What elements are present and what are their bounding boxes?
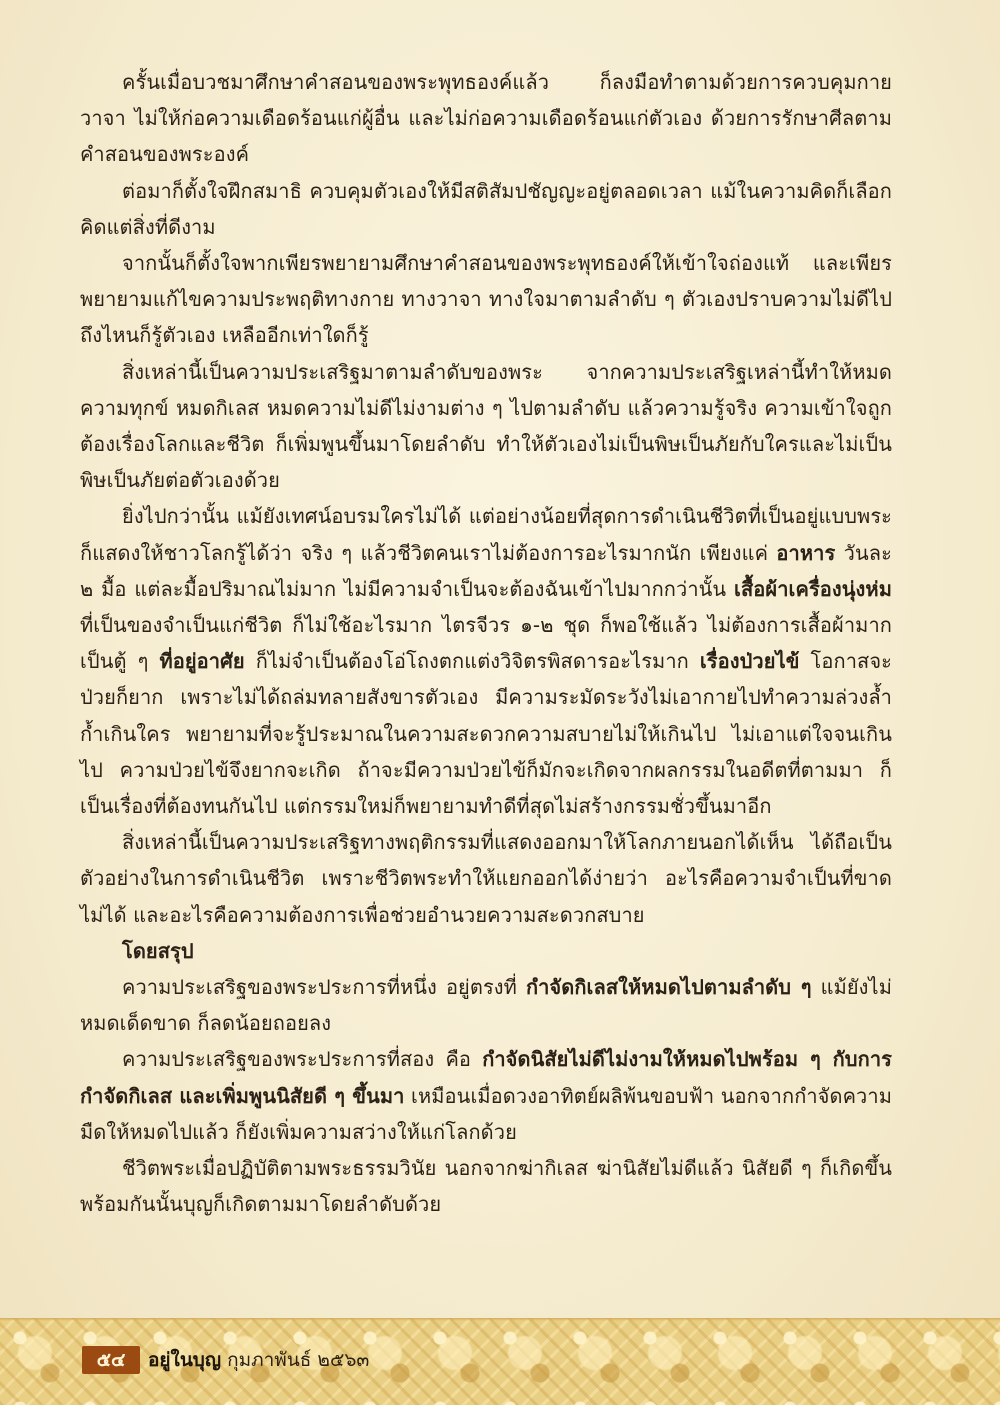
footer [82,1346,369,1374]
text-span: ความประเสริฐของพระประการที่สอง คือ [122,1047,483,1072]
text-span: จากนั้นก็ตั้งใจพากเพียรพยายามศึกษาคำสอนของพระพุทธองค์ให้เข้าใจถ่องแท้ และเพียรพยายามแก้ไขความประพฤติทางกาย ทางวาจา ทางใจมาตามลำดับ ๆ ตัวเองปราบความไม่ดีไปถึงไหนก็รู้ตัวเอง เหลืออีกเท่าใดก็รู้ [80,251,892,348]
paragraph [80,824,892,933]
bold-text-span: กำจัดนิสัยไม่ดีไม่งามให้หมดไปพร้อม ๆ กับการกำจัดกิเลส และเพิ่มพูนนิสัยดี ๆ ขึ้นมา [80,1047,892,1108]
summary-heading: โดยสรุป [122,938,194,963]
text-span: ครั้นเมื่อบวชมาศึกษาคำสอนของพระพุทธองค์แล้ว ก็ลงมือทำตามด้วยการควบคุมกาย วาจา ไม่ให้ก่อความเดือดร้อนแก่ผู้อื่น และไม่ก่อความเดือดร้อนแก่ตัวเอง ด้วยการรักษาศีลตามคำสอนของพระองค์ [80,70,892,167]
main-paragraphs [80,64,892,933]
text-span: แม้ยังไม่หมดเด็ดขาด ก็ลดน้อยถอยลง [80,975,892,1036]
issue-date: กุมภาพันธ์ ๒๕๖๓ [227,1349,370,1371]
summary-paragraphs [80,969,892,1222]
paragraph [80,354,892,499]
text-span: วันละ ๒ มื้อ แต่ละมื้อปริมาณไม่มาก ไม่มีความจำเป็นจะต้องฉันเข้าไปมากกว่านั้น [80,540,892,601]
magazine-title: อยู่ในบุญ [148,1349,222,1371]
text-span: ความประเสริฐของพระประการที่หนึ่ง อยู่ตรงที่ [122,975,526,1000]
text-span: สิ่งเหล่านี้เป็นความประเสริฐมาตามลำดับของพระ จากความประเสริฐเหล่านี้ทำให้หมดความทุกข์ หมดกิเลส หมดความไม่ดีไม่งามต่าง ๆ ไปตามลำดับ แล้วความรู้จริง ความเข้าใจถูกต้องเรื่องโลกและชีวิต ก็เพิ่มพูนขึ้นมาโดยลำดับ ทำให้ตัวเองไม่เป็นพิษเป็นภัยกับใครและไม่เป็นพิษเป็นภัยต่อตัวเองด้วย [80,359,892,493]
page-number-badge: ๕๔ [82,1346,140,1374]
paragraph [80,1041,892,1150]
paragraph [80,969,892,1041]
text-span: โอกาสจะป่วยก็ยาก เพราะไม่ได้ถล่มทลายสังขารตัวเอง มีความระมัดระวังไม่เอากายไปทำความล่วงล้ำก้ำเกินใคร พยายามที่จะรู้ประมาณในความสะดวกความสบายไม่ให้เกินไป ไม่เอาแต่ใจจนเกินไป ความป่วยไข้จึงยากจะเกิด ถ้าจะมีความป่วยไข้ก็มักจะเกิดจากผลกรรมในอดีตที่ตามมา ก็เป็นเรื่องที่ต้องทนกันไป แต่กรรมใหม่ก็พยายามทำดีที่สุดไม่สร้างกรรมชั่วขึ้นมาอีก [80,649,892,819]
text-span: ชีวิตพระเมื่อปฏิบัติตามพระธรรมวินัย นอกจากฆ่ากิเลส ฆ่านิสัยไม่ดีแล้ว นิสัยดี ๆ ก็เกิดขึ้น พร้อมกันนั้นบุญก็เกิดตามมาโดยลำดับด้วย [80,1156,892,1217]
paragraph [80,245,892,354]
bold-text-span: อาหาร [776,540,836,565]
bold-text-span: ที่อยู่อาศัย [159,649,245,674]
bold-text-span: เสื้อผ้าเครื่องนุ่งห่ม [734,576,892,601]
text-span: เหมือนเมื่อดวงอาทิตย์ผลิพ้นขอบฟ้า นอกจากกำจัดความมืดให้หมดไปแล้ว ก็ยังเพิ่มความสว่างให้แก่โลกด้วย [80,1083,892,1144]
bold-text-span: กำจัดกิเลสให้หมดไปตามลำดับ ๆ [525,975,812,1000]
paragraph [80,64,892,173]
text-span: ที่เป็นของจำเป็นแก่ชีวิต ก็ไม่ใช้อะไรมาก ไตรจีวร ๑-๒ ชุด ก็พอใช้แล้ว ไม่ต้องการเสื้อผ้ามากเป็นตู้ ๆ [80,613,892,674]
paragraph [80,498,892,824]
paragraph [80,1150,892,1222]
text-span: สิ่งเหล่านี้เป็นความประเสริฐทางพฤติกรรมที่แสดงออกมาให้โลกภายนอกได้เห็น ได้ถือเป็นตัวอย่างในการดำเนินชีวิต เพราะชีวิตพระทำให้แยกออกได้ง่ายว่า อะไรคือความจำเป็นที่ขาดไม่ได้ และอะไรคือความต้องการเพื่อช่วยอำนวยความสะดวกสบาย [80,830,892,927]
text-span: ต่อมาก็ตั้งใจฝึกสมาธิ ควบคุมตัวเองให้มีสติสัมปชัญญะอยู่ตลอดเวลา แม้ในความคิดก็เลือกคิดแต่สิ่งที่ดีงาม [80,178,892,239]
text-span: ยิ่งไปกว่านั้น แม้ยังเทศน์อบรมใครไม่ได้ แต่อย่างน้อยที่สุดการดำเนินชีวิตที่เป็นอยู่แบบพระ ก็แสดงให้ชาวโลกรู้ได้ว่า จริง ๆ แล้วชีวิตคนเราไม่ต้องการอะไรมากนัก เพียงแค่ [80,504,892,565]
bold-text-span: เรื่องป่วยไข้ [699,649,800,674]
article-body [80,64,892,1223]
footer-text [148,1345,369,1375]
paragraph [80,173,892,245]
text-span: ก็ไม่จำเป็นต้องโอ่โถงตกแต่งวิจิตรพิสดารอะไรมาก [244,649,700,674]
